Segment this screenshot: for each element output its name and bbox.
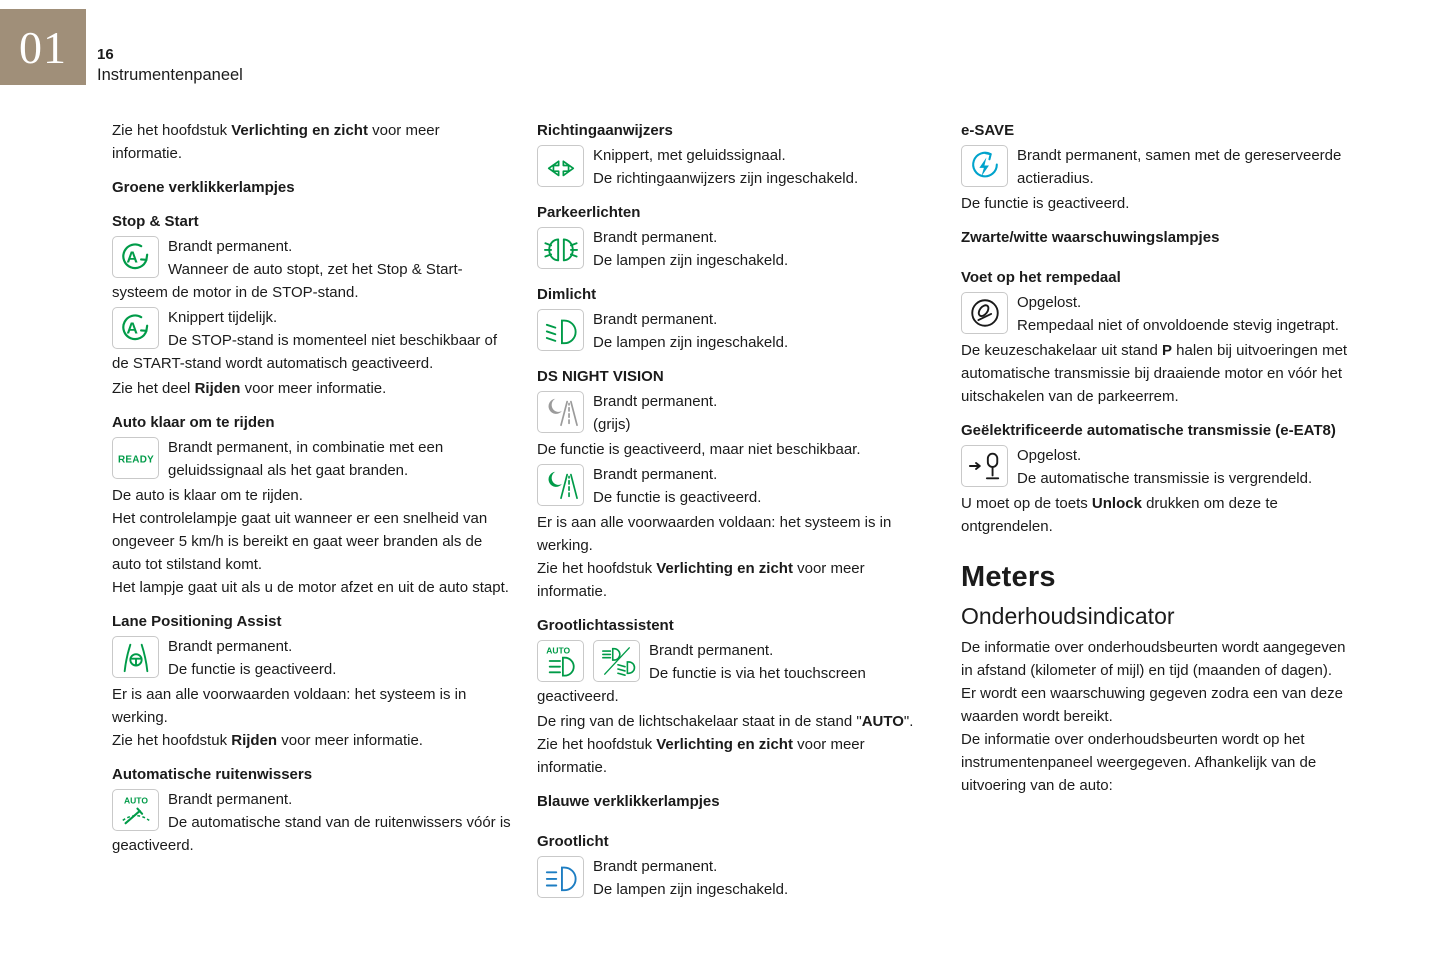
e-save-indicator-icon	[961, 145, 1008, 187]
text-segment: Zie het hoofdstuk	[112, 732, 232, 749]
stop-start-indicator-icon	[112, 236, 159, 278]
indicator-desc: Brandt permanent, in combinatie met een geluidssignaal als het gaat branden.	[168, 439, 444, 479]
indicator-desc: De automatische stand van de ruitenwissers vóór is geactiveerd.	[112, 814, 511, 854]
text-segment-bold: Verlichting en zicht	[656, 560, 793, 577]
heading-lane-positioning: Lane Positioning Assist	[112, 613, 282, 630]
indicator-state: Opgelost.	[1017, 447, 1082, 464]
heading-high-beam: Grootlicht	[537, 833, 609, 850]
text-segment: De keuzeschakelaar uit stand	[961, 342, 1162, 359]
middle-column	[537, 119, 936, 903]
indicator-state: Brandt permanent.	[593, 229, 718, 246]
heading-stop-start: Stop & Start	[112, 213, 199, 230]
position-lights-indicator-icon	[537, 227, 584, 269]
high-beam-assist-indicator-icon	[593, 640, 640, 682]
indicator-desc: Wanneer de auto stopt, zet het Stop & Start-systeem de motor in de STOP-stand.	[112, 261, 463, 301]
paragraph: Het controlelampje gaat uit wanneer er een snelheid van ongeveer 5 km/h is bereikt en gaat weer branden als de auto tot stilstand komt.	[112, 510, 488, 573]
indicator-desc: De functie is geactiveerd.	[593, 489, 762, 506]
heading-green-lamps: Groene verklikkerlampjes	[112, 179, 295, 196]
heading-night-vision: DS NIGHT VISION	[537, 368, 664, 385]
text-segment-bold: Rijden	[194, 380, 241, 397]
night-vision-indicator-grey-icon	[537, 391, 584, 433]
indicator-state: Brandt permanent.	[168, 638, 293, 655]
paragraph: De informatie over onderhoudsbeurten wordt aangegeven in afstand (kilometer of mijl) en tijd (maanden of dagen).	[961, 639, 1346, 679]
indicator-desc: De STOP-stand is momenteel niet beschikbaar of de START-stand wordt automatisch geactiveerd.	[112, 332, 498, 372]
right-column	[961, 119, 1360, 797]
svg-text:READY: READY	[117, 454, 154, 466]
heading-brake-pedal: Voet op het rempedaal	[961, 269, 1121, 286]
see-also-lighting	[537, 733, 936, 779]
brake-pedal-indicator-icon	[961, 292, 1008, 334]
heading-auto-wipers: Automatische ruitenwissers	[112, 766, 313, 783]
paragraph: Er wordt een waarschuwing gegeven zodra een van deze waarden wordt bereikt.	[961, 685, 1343, 725]
paragraph: De auto is klaar om te rijden.	[112, 487, 303, 504]
indicator-desc: De automatische transmissie is vergrendeld.	[1017, 470, 1313, 487]
heading-black-white-lamps: Zwarte/witte waarschuwingslampjes	[961, 229, 1220, 246]
indicator-desc: De lampen zijn ingeschakeld.	[593, 252, 789, 269]
text-segment: ".	[903, 713, 914, 730]
indicator-state: Knippert, met geluidssignaal.	[593, 147, 786, 164]
automatic-transmission-indicator-icon	[961, 445, 1008, 487]
svg-text:A: A	[125, 319, 138, 338]
heading-position-lights: Parkeerlichten	[537, 204, 641, 221]
indicator-state: Brandt permanent.	[168, 238, 293, 255]
heading-turn-signals: Richtingaanwijzers	[537, 122, 673, 139]
heading-low-beam: Dimlicht	[537, 286, 597, 303]
lane-positioning-assist-icon	[112, 636, 159, 678]
paragraph: De functie is geactiveerd, maar niet beschikbaar.	[537, 441, 861, 458]
turn-signals-indicator-icon	[537, 145, 584, 187]
indicator-block-night-vision-grey	[537, 390, 936, 436]
indicator-note: (grijs)	[593, 416, 631, 433]
text-segment: voor meer informatie.	[112, 122, 440, 162]
chapter-number: 01	[19, 21, 67, 73]
heading-blue-lamps: Blauwe verklikkerlampjes	[537, 793, 720, 810]
indicator-block-stop-start-blink	[112, 306, 511, 375]
paragraph: Er is aan alle voorwaarden voldaan: het systeem is in werking.	[112, 686, 467, 726]
indicator-block-lane-positioning	[112, 635, 511, 681]
high-beam-auto-indicator-icon	[537, 640, 584, 682]
text-segment-bold: AUTO	[861, 713, 904, 730]
indicator-block-e-save	[961, 144, 1360, 190]
indicator-block-ready	[112, 436, 511, 482]
left-column	[112, 119, 511, 859]
indicator-block-turn-signals	[537, 144, 936, 190]
see-also-lighting	[112, 119, 511, 165]
text-segment: drukken om deze te ontgrendelen.	[961, 495, 1278, 535]
indicator-block-low-beam	[537, 308, 936, 354]
see-also-driving	[112, 377, 511, 400]
indicator-desc: De lampen zijn ingeschakeld.	[593, 334, 789, 351]
indicator-desc: De functie is geactiveerd.	[168, 661, 337, 678]
paragraph: Het lampje gaat uit als u de motor afzet en uit de auto stapt.	[112, 579, 509, 596]
auto-wipers-indicator-icon	[112, 789, 159, 831]
heading-e-save: e-SAVE	[961, 122, 1015, 139]
low-beam-indicator-icon	[537, 309, 584, 351]
indicator-state: Brandt permanent.	[593, 311, 718, 328]
night-vision-indicator-green-icon	[537, 464, 584, 506]
text-segment: Zie het deel	[112, 380, 195, 397]
section-title: Instrumentenpaneel	[97, 66, 243, 84]
indicator-block-transmission	[961, 444, 1360, 490]
see-also-lighting	[537, 557, 936, 603]
paragraph	[961, 492, 1360, 538]
heading-maintenance-indicator: Onderhoudsindicator	[961, 603, 1175, 629]
indicator-block-brake-pedal	[961, 291, 1360, 337]
heading-meters: Meters	[961, 561, 1056, 593]
indicator-state: Brandt permanent.	[168, 791, 293, 808]
indicator-state: Opgelost.	[1017, 294, 1082, 311]
stop-start-indicator-icon	[112, 307, 159, 349]
page-number: 16	[97, 46, 114, 63]
text-segment-bold: Verlichting en zicht	[656, 736, 793, 753]
indicator-desc: De lampen zijn ingeschakeld.	[593, 881, 789, 898]
text-segment-bold: Rijden	[231, 732, 278, 749]
text-segment-bold: P	[1161, 342, 1172, 359]
indicator-block-position-lights	[537, 226, 936, 272]
ready-indicator-icon	[112, 437, 159, 479]
svg-text:A: A	[125, 248, 138, 267]
indicator-desc: Brandt permanent, samen met de gereserveerde actieradius.	[1017, 147, 1342, 187]
text-segment: voor meer informatie.	[537, 560, 865, 600]
heading-high-beam-assist: Grootlichtassistent	[537, 617, 674, 634]
text-segment: U moet op de toets	[961, 495, 1092, 512]
text-segment-bold: Verlichting en zicht	[231, 122, 368, 139]
indicator-state: Brandt permanent.	[649, 642, 774, 659]
indicator-state: Brandt permanent.	[593, 393, 718, 410]
paragraph: De informatie over onderhoudsbeurten wordt op het instrumentenpaneel weergegeven. Afhankelijk van de uitvoering van de auto:	[961, 731, 1317, 794]
paragraph	[961, 339, 1360, 408]
indicator-state: Brandt permanent.	[593, 466, 718, 483]
paragraph: De functie is geactiveerd.	[961, 195, 1130, 212]
indicator-block-auto-wipers	[112, 788, 511, 857]
indicator-desc: De functie is via het touchscreen geactiveerd.	[537, 665, 866, 705]
indicator-block-stop-start-on	[112, 235, 511, 304]
indicator-desc: Rempedaal niet of onvoldoende stevig ingetrapt.	[1017, 317, 1339, 334]
heading-ready: Auto klaar om te rijden	[112, 414, 275, 431]
text-segment: De ring van de lichtschakelaar staat in de stand "	[537, 713, 862, 730]
text-segment: voor meer informatie.	[277, 732, 423, 749]
high-beam-indicator-icon	[537, 856, 584, 898]
text-segment: halen bij uitvoeringen met automatische transmissie bij draaiende motor en vóór het uitschakelen van de parkeerrem.	[961, 342, 1348, 405]
indicator-state: Knippert tijdelijk.	[168, 309, 278, 326]
text-segment-bold: Unlock	[1091, 495, 1142, 512]
see-also-driving	[112, 729, 511, 752]
text-segment: Zie het hoofdstuk	[537, 560, 657, 577]
indicator-desc: De richtingaanwijzers zijn ingeschakeld.	[593, 170, 859, 187]
heading-transmission: Geëlektrificeerde automatische transmissie (e-EAT8)	[961, 422, 1336, 439]
svg-text:AUTO: AUTO	[545, 645, 570, 656]
text-segment: voor meer informatie.	[240, 380, 387, 397]
indicator-block-high-beam-assist	[537, 639, 936, 708]
chapter-number-box	[0, 9, 86, 85]
text-segment: Zie het hoofdstuk	[112, 122, 232, 139]
indicator-block-high-beam	[537, 855, 936, 901]
paragraph: Er is aan alle voorwaarden voldaan: het systeem is in werking.	[537, 514, 892, 554]
svg-text:AUTO: AUTO	[123, 795, 148, 806]
paragraph	[537, 710, 936, 733]
indicator-block-night-vision-green	[537, 463, 936, 509]
indicator-state: Brandt permanent.	[593, 858, 718, 875]
text-segment: Zie het hoofdstuk	[537, 736, 657, 753]
text-segment: voor meer informatie.	[537, 736, 865, 776]
